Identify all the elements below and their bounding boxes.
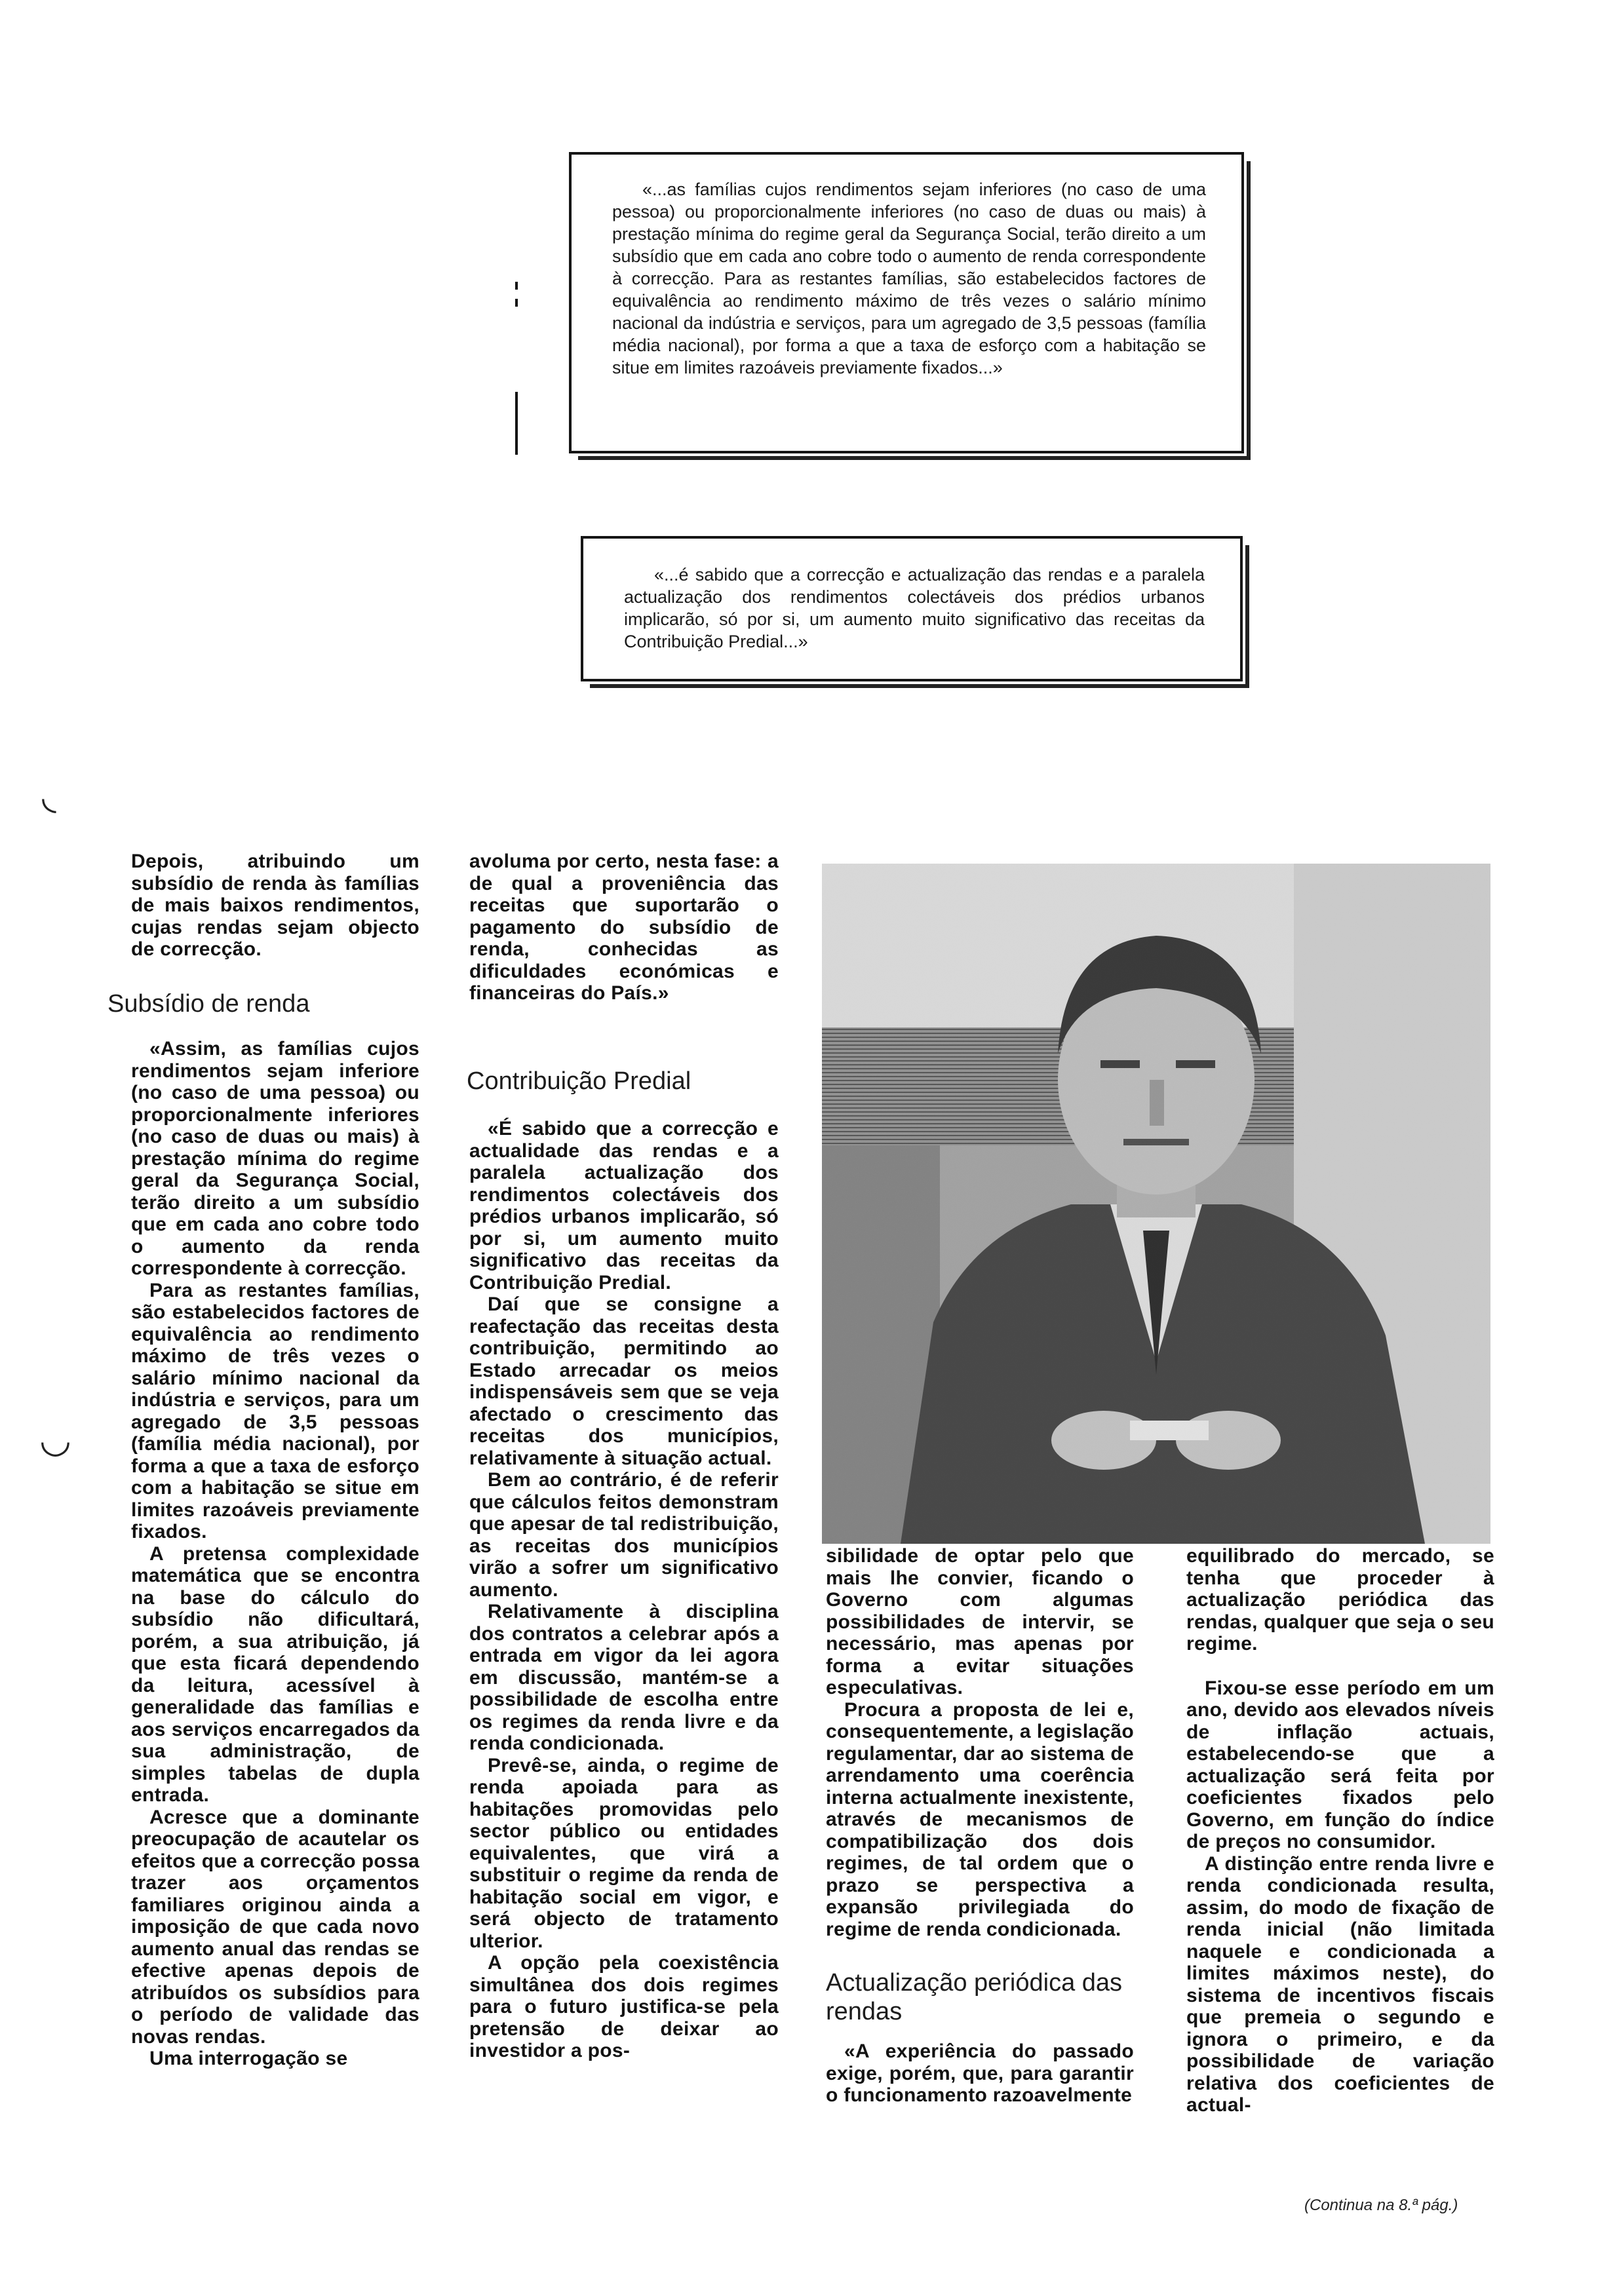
margin-dot [515, 299, 518, 307]
article-paragraph: «É sabido que a correcção e actualidade das rendas e a paralela actualização dos rendimentos colectáveis dos prédios urbanos implicarão, só por si, um aumento muito significativo das receitas da Contribuição Predial. [469, 1118, 779, 1293]
column-4-body [1186, 1545, 1494, 2116]
column-2-top [469, 851, 779, 1004]
margin-curl-mark: ◡ [39, 1419, 71, 1461]
continued-on-note: (Continua na 8.ª pág.) [1304, 2196, 1458, 2214]
article-paragraph: A pretensa complexidade matemática que se encontra na base do cálculo do subsídio não dificultará, porém, a sua atribuição, já que esta ficará dependendo da leitura, acessível à generalidade das famílias e aos serviços encarregados da sua administração, de simples tabelas de dupla entrada. [131, 1542, 419, 1806]
column-1-body [131, 1038, 419, 2070]
margin-bar [515, 392, 518, 455]
column-1-lead [131, 851, 419, 961]
article-paragraph: «Assim, as famílias cujos rendimentos sejam inferiore (no caso de uma pessoa) ou proporcionalmente inferiores (no caso de duas ou mais) à prestação mínima do regime geral da Segurança Social, terão direito a um subsídio que em cada ano cobre todo o aumento da renda correspondente à correcção. [131, 1038, 419, 1279]
article-paragraph: equilibrado do mercado, se tenha que proceder à actualização periódica das rendas, qualquer que seja o seu regime. [1186, 1545, 1494, 1655]
section-heading: Actualização periódica das rendas [826, 1969, 1123, 2025]
pull-quote-text: «...as famílias cujos rendimentos sejam inferiores (no caso de uma pessoa) ou proporcionalmente inferiores (no caso de duas ou mais) à prestação mínima do regime geral da Segurança Social, terão direito a um subsídio que em cada ano cobre todo o aumento de renda correspondente à correcção. Para as restantes famílias, são estabelecidos factores de equivalência ao rendimento máximo de três vezes o salário mínimo nacional da indústria e serviços, para um agregado de 3,5 pessoas (família média nacional), por forma a que a taxa de esforço com a habitação se situe em limites razoáveis previamente fixados...» [612, 180, 1206, 377]
pull-quote-box [569, 152, 1244, 453]
margin-curl-mark: ◟ [42, 775, 56, 818]
section-heading: Subsídio de renda [107, 990, 310, 1018]
portrait-photo [822, 864, 1490, 1544]
pull-quote-text: «...é sabido que a correcção e actualização das rendas e a paralela actualização dos rendimentos colectáveis dos prédios urbanos implicarão, só por si, um aumento muito significativo das receitas da Contribuição Predial...» [624, 565, 1205, 651]
pull-quote-box [581, 536, 1243, 681]
article-paragraph: Bem ao contrário, é de referir que cálculos feitos demonstram que apesar de tal redistribuição, as receitas dos municípios virão a sofrer um significativo aumento. [469, 1469, 779, 1601]
article-paragraph: «A experiência do passado exige, porém, que, para garantir o funcionamento razoavelmente [826, 2040, 1134, 2106]
column-1-heading [107, 989, 422, 1018]
article-paragraph: A distinção entre renda livre e renda condicionada resulta, assim, do modo de fixação de renda inicial (não limitada naquele e condicionada a limites máximos neste), do sistema de incentivos fiscais que premeia o segundo e ignora o primeiro, e da possibilidade de variação relativa dos coeficientes de actual- [1186, 1852, 1494, 2116]
column-2-body [469, 1118, 779, 2062]
article-paragraph: Para as restantes famílias, são estabelecidos factores de equivalência ao rendimento máximo de três vezes o salário mínimo nacional da indústria e serviços, para um agregado de 3,5 pessoas (família média nacional), por forma a que a taxa de esforço com a habitação se situe em limites razoáveis previamente fixados. [131, 1279, 419, 1542]
article-paragraph: Acresce que a dominante preocupação de acautelar os efeitos que a correcção possa trazer aos orçamentos familiares originou ainda a imposição de que cada novo aumento anual das rendas se efective apenas depois de atribuídos os subsídios para o período de validade das novas rendas. [131, 1806, 419, 2048]
article-paragraph: A opção pela coexistência simultânea dos dois regimes para o futuro justifica-se pela pretensão de deixar ao investidor a pos- [469, 1952, 779, 2061]
margin-dot [515, 282, 518, 290]
article-paragraph: sibilidade de optar pelo que mais lhe convier, ficando o Governo com algumas possibilidades de intervir, se necessário, mas apenas por forma a evitar situações especulativas. [826, 1545, 1134, 1698]
article-paragraph: Daí que se consigne a reafectação das receitas desta contribuição, permitindo ao Estado arrecadar os meios indispensáveis sem que se veja afectado o crescimento das receitas dos municípios, relativamente à situação actual. [469, 1293, 779, 1469]
article-paragraph: Relativamente à disciplina dos contratos a celebrar após a entrada em vigor da lei agora em discussão, mantém-se a possibilidade de escolha entre os regimes da renda livre e da renda condicionada. [469, 1601, 779, 1754]
article-paragraph: Prevê-se, ainda, o regime de renda apoiada para as habitações promovidas pelo sector público ou entidades equivalentes, que virá a substituir o regime da renda de habitação social em vigor, e será objecto de tratamento ulterior. [469, 1754, 779, 1952]
article-paragraph: Fixou-se esse período em um ano, devido aos elevados níveis de inflação actuais, estabelecendo-se que a actualização será feita por coeficientes fixados pelo Governo, em função do índice de preços no consumidor. [1186, 1677, 1494, 1852]
article-paragraph: Uma interrogação se [149, 2048, 348, 2069]
column-3-body [826, 1545, 1134, 1940]
section-heading: Contribuição Predial [467, 1067, 691, 1095]
column-2-heading [467, 1067, 781, 1096]
article-paragraph: Procura a proposta de lei e, consequentemente, a legislação regulamentar, dar ao sistema de arrendamento uma coerência interna actualmente inexistente, através de mecanismos de compatibilização dos dois regimes, de tal ordem que o prazo se perspectiva a expansão privilegiada do regime de renda condicionada. [826, 1698, 1134, 1940]
lead-paragraph: Depois, atribuindo um subsídio de renda às famílias de mais baixos rendimentos, cujas rendas sejam objecto de correcção. [131, 851, 419, 960]
column-3-body-continued [826, 2040, 1134, 2107]
column-3-heading [826, 1968, 1140, 2026]
article-paragraph: avoluma por certo, nesta fase: a de qual a proveniência das receitas que suportarão o pagamento do subsídio de renda, conhecidas as dificuldades económicas e financeiras do País.» [469, 851, 779, 1004]
